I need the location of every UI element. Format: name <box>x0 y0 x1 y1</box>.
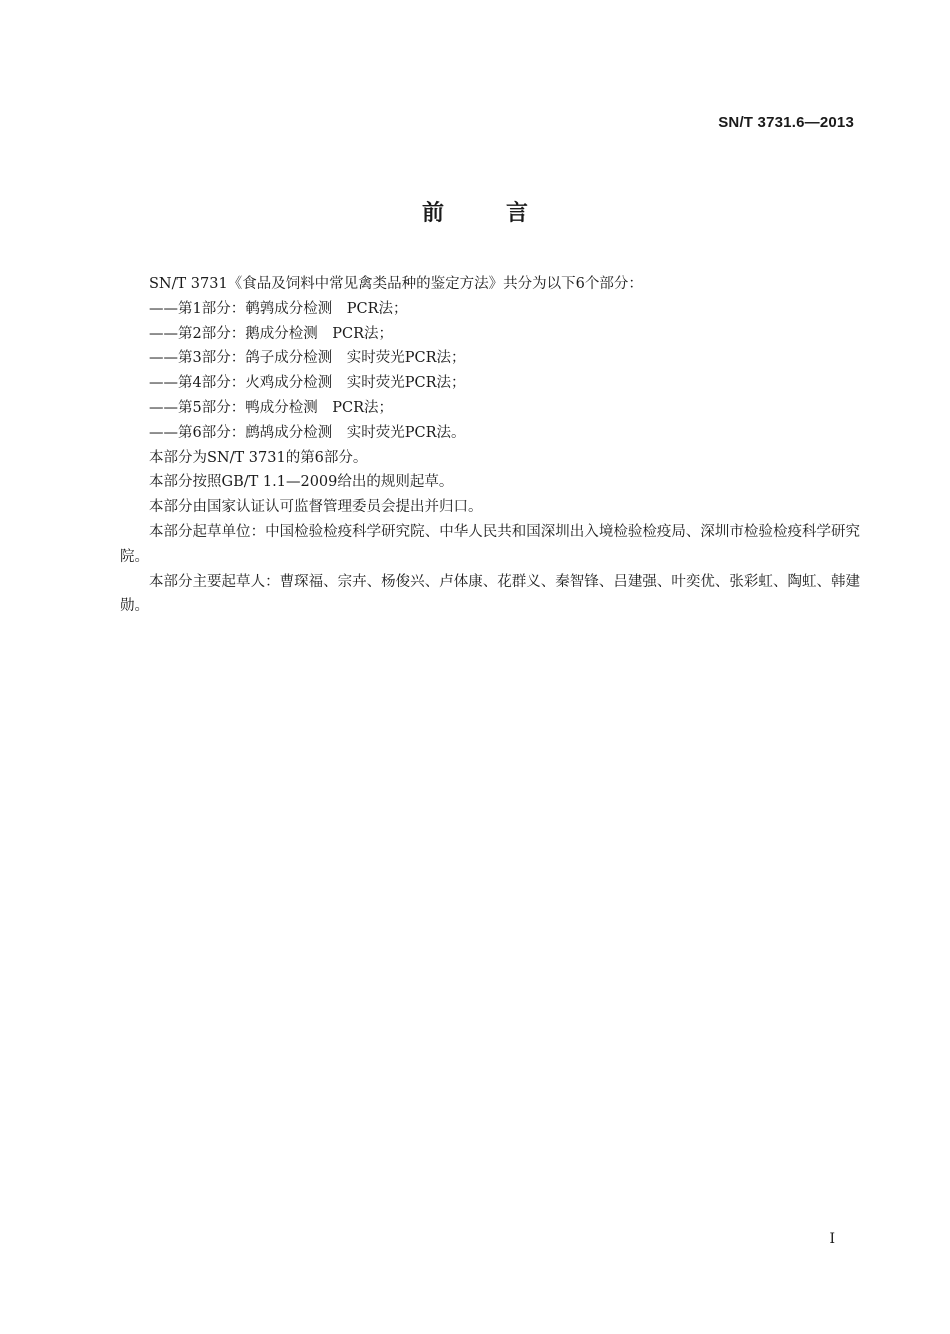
list-item-part-4: ——第4部分：火鸡成分检测 实时荧光PCR法； <box>149 375 466 392</box>
page-title: 前言 <box>421 201 590 226</box>
paragraph-drafters: 本部分主要起草人：曹琛福、宗卉、杨俊兴、卢体康、花群义、秦智锋、吕建强、叶奕优、张彩虹、陶虹、韩建勋。 <box>120 573 860 615</box>
list-item-part-2: ——第2部分：鹅成分检测 PCR法； <box>149 325 393 342</box>
paragraph-part-statement: 本部分为SN/T 3731的第6部分。 <box>149 449 368 466</box>
list-item-part-3: ——第3部分：鸽子成分检测 实时荧光PCR法； <box>149 350 466 367</box>
list-item-part-6: ——第6部分：鹧鸪成分检测 实时荧光PCR法。 <box>149 424 466 441</box>
list-item-part-5: ——第5部分：鸭成分检测 PCR法； <box>149 399 393 416</box>
paragraph-drafting-rules: 本部分按照GB/T 1.1—2009给出的规则起草。 <box>149 474 454 491</box>
paragraph-drafting-units: 本部分起草单位：中国检验检疫科学研究院、中华人民共和国深圳出入境检验检疫局、深圳市检验检疫科学研究院。 <box>120 523 860 565</box>
paragraph-proposer: 本部分由国家认证认可监督管理委员会提出并归口。 <box>149 499 483 516</box>
paragraph-intro: SN/T 3731《食品及饲料中常见禽类品种的鉴定方法》共分为以下6个部分： <box>149 276 643 292</box>
page-number: I <box>829 1231 835 1247</box>
list-item-part-1: ——第1部分：鹌鹑成分检测 PCR法； <box>149 300 408 317</box>
document-body <box>120 272 860 619</box>
standard-code: SN/T 3731.6—2013 <box>718 114 854 131</box>
